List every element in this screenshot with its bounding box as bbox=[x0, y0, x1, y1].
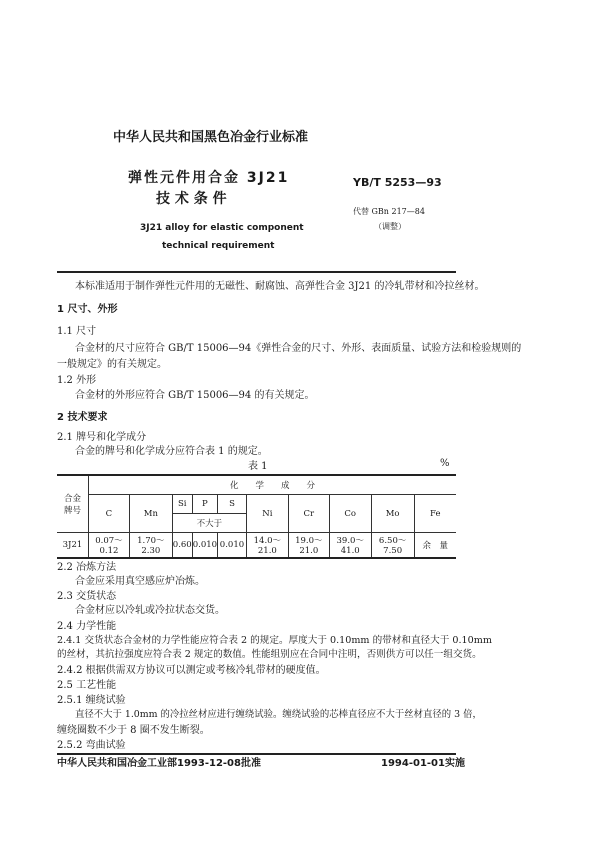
footer-rule bbox=[57, 753, 456, 755]
col-ni: Ni bbox=[246, 495, 288, 533]
section-2-1: 2.1 牌号和化学成分 bbox=[57, 432, 147, 443]
cell: 0.010 bbox=[218, 533, 247, 558]
cell: 余 量 bbox=[414, 533, 456, 558]
cell: 0.07～0.12 bbox=[88, 533, 129, 558]
cell: 6.50～7.50 bbox=[371, 533, 414, 558]
effective-date: 1994-01-01实施 bbox=[381, 758, 465, 769]
title-en-line1: 3J21 alloy for elastic component bbox=[140, 223, 304, 233]
text: 缠绕圈数不少于 8 圈不发生断裂。 bbox=[57, 725, 210, 736]
title-cn-line1: 弹性元件用合金 3J21 bbox=[128, 170, 290, 186]
section-2-4-1: 2.4.1 交货状态合金材的力学性能应符合表 2 的规定。厚度大于 0.10mm 的带材和直径大于 0.10mm bbox=[57, 635, 492, 646]
section-2-5-2: 2.5.2 弯曲试验 bbox=[57, 740, 126, 751]
col-si: Si bbox=[172, 495, 192, 514]
intro-text: 本标准适用于制作弹性元件用的无磁性、耐腐蚀、高弹性合金 3J21 的冷轧带材和冷拉丝材。 bbox=[75, 281, 485, 292]
cell: 39.0～41.0 bbox=[329, 533, 371, 558]
title-cn-line2: 技 术 条 件 bbox=[156, 191, 227, 207]
col-mn: Mn bbox=[129, 495, 172, 533]
composition-table bbox=[57, 474, 456, 559]
text: 合金应采用真空感应炉冶炼。 bbox=[75, 576, 205, 587]
grade-header: 合金 牌号 bbox=[57, 475, 88, 533]
section-1-1: 1.1 尺寸 bbox=[57, 326, 97, 337]
standard-code: YB/T 5253—93 bbox=[353, 176, 442, 189]
col-mo: Mo bbox=[371, 495, 414, 533]
title-en-line2: technical requirement bbox=[162, 241, 275, 251]
section-1: 1 尺寸、外形 bbox=[57, 304, 118, 315]
section-2-5-1: 2.5.1 缠绕试验 bbox=[57, 695, 126, 706]
issuing-org: 中华人民共和国黑色冶金行业标准 bbox=[113, 130, 309, 145]
section-2-5: 2.5 工艺性能 bbox=[57, 680, 117, 691]
col-s: S bbox=[218, 495, 247, 514]
text: 的丝材，其抗拉强度应符合表 2 规定的数值。性能组别应在合同中注明，否则供方可以任一组交货。 bbox=[57, 649, 482, 660]
group-header: 化 学 成 分 bbox=[88, 475, 456, 495]
cell: 19.0～21.0 bbox=[288, 533, 329, 558]
section-2-3: 2.3 交货状态 bbox=[57, 591, 117, 602]
text: 合金的牌号和化学成分应符合表 1 的规定。 bbox=[75, 446, 268, 457]
text: 合金材应以冷轧或冷拉状态交货。 bbox=[75, 605, 225, 616]
col-co: Co bbox=[329, 495, 371, 533]
col-c: C bbox=[88, 495, 129, 533]
cell: 14.0～21.0 bbox=[246, 533, 288, 558]
section-2-4: 2.4 力学性能 bbox=[57, 621, 117, 632]
replaces-note: 代替 GBn 217—84 bbox=[353, 207, 425, 216]
text: 合金材的尺寸应符合 GB/T 15006—94《弹性合金的尺寸、外形、表面质量、试验方法和检验规则的 bbox=[75, 343, 522, 354]
section-2-4-2: 2.4.2 根据供需双方协议可以测定或考核冷轧带材的硬度值。 bbox=[57, 665, 326, 676]
text: 合金材的外形应符合 GB/T 15006—94 的有关规定。 bbox=[75, 390, 315, 401]
text: 直径不大于 1.0mm 的冷拉丝材应进行缠绕试验。缠绕试验的芯棒直径应不大于丝材直径的 3 倍， bbox=[75, 709, 482, 720]
max-label: 不大于 bbox=[172, 514, 246, 533]
table-unit: % bbox=[440, 458, 450, 469]
section-2-2: 2.2 冶炼方法 bbox=[57, 562, 117, 573]
header-rule bbox=[57, 271, 456, 273]
table-caption: 表 1 bbox=[248, 461, 268, 472]
text: 一般规定》的有关规定。 bbox=[57, 359, 167, 370]
col-cr: Cr bbox=[288, 495, 329, 533]
cell: 1.70～2.30 bbox=[129, 533, 172, 558]
section-1-2: 1.2 外形 bbox=[57, 375, 97, 386]
cell: 0.60 bbox=[172, 533, 192, 558]
col-fe: Fe bbox=[414, 495, 456, 533]
approval-note: 中华人民共和国冶金工业部1993-12-08批准 bbox=[57, 758, 261, 769]
col-p: P bbox=[192, 495, 217, 514]
section-2: 2 技术要求 bbox=[57, 412, 108, 423]
adjusted-note: （调整） bbox=[374, 222, 406, 231]
cell: 0.010 bbox=[192, 533, 217, 558]
cell: 3J21 bbox=[57, 533, 88, 558]
